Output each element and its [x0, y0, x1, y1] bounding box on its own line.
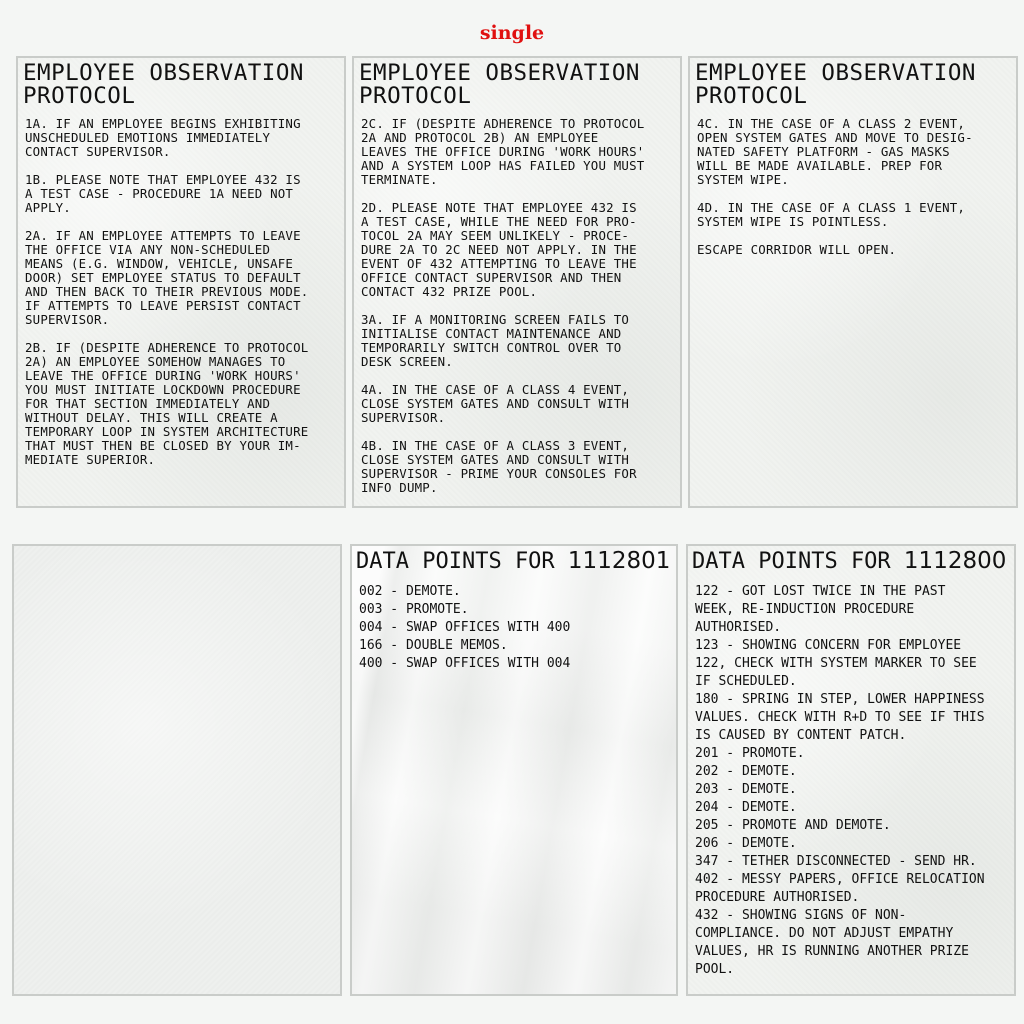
list-item: AUTHORISED. [695, 620, 782, 635]
list-item: IS CAUSED BY CONTENT PATCH. [695, 728, 907, 743]
protocol-body [18, 108, 341, 467]
blank-page [12, 544, 342, 996]
list-item: PROCEDURE AUTHORISED. [695, 890, 860, 905]
protocol-paragraph: 4B. IN THE CASE OF A CLASS 3 EVENT, CLOSE SYSTEM GATES AND CONSULT WITH SUPERVISOR - PRIME YOUR CONSOLES FOR INFO DUMP. [361, 438, 637, 495]
data-list [352, 577, 676, 673]
title-prefix: DATA POINTS FOR [692, 549, 904, 574]
protocol-page-3 [688, 56, 1018, 508]
protocol-paragraph: 4A. IN THE CASE OF A CLASS 4 EVENT, CLOSE SYSTEM GATES AND CONSULT WITH SUPERVISOR. [361, 382, 630, 425]
protocol-paragraph: 2D. PLEASE NOTE THAT EMPLOYEE 432 IS A TEST CASE, WHILE THE NEED FOR PRO- TOCOL 2A MAY SEEM UNLIKELY - PROCE- DURE 2A TO 2C NEED NOT APPLY. IN THE EVENT OF 432 ATTEMPTING TO LEAVE THE OFFICE CONTACT SUPERVISOR AND THEN CONTACT 432 PRIZE POOL. [361, 200, 637, 299]
record-id: 1112800 [903, 548, 1007, 574]
list-item: 201 - PROMOTE. [695, 746, 805, 761]
list-item: 123 - SHOWING CONCERN FOR EMPLOYEE [695, 638, 962, 653]
list-item: WEEK, RE-INDUCTION PROCEDURE [695, 602, 915, 617]
list-item: 180 - SPRING IN STEP, LOWER HAPPINESS [695, 692, 985, 707]
list-item: 122 - GOT LOST TWICE IN THE PAST [695, 584, 946, 599]
list-item: 206 - DEMOTE. [695, 836, 797, 851]
protocol-paragraph: 2C. IF (DESPITE ADHERENCE TO PROTOCOL 2A AND PROTOCOL 2B) AN EMPLOYEE LEAVES THE OFFICE DURING 'WORK HOURS' AND A SYSTEM LOOP HAS FAILED YOU MUST TERMINATE. [361, 116, 645, 187]
protocol-paragraph: 2A. IF AN EMPLOYEE ATTEMPTS TO LEAVE THE OFFICE VIA ANY NON-SCHEDULED MEANS (E.G. WINDOW, VEHICLE, UNSAFE DOOR) SET EMPLOYEE STATUS TO DEFAULT AND THEN BACK TO THEIR PREVIOUS MODE. IF ATTEMPTS TO LEAVE PERSIST CONTACT SUPERVISOR. [25, 228, 309, 327]
page-title: EMPLOYEE OBSERVATION PROTOCOL [359, 60, 640, 109]
protocol-body [690, 108, 1013, 257]
protocol-paragraph: 4D. IN THE CASE OF A CLASS 1 EVENT, SYSTEM WIPE IS POINTLESS. [697, 200, 966, 229]
list-item: 122, CHECK WITH SYSTEM MARKER TO SEE [695, 656, 977, 671]
list-item: 347 - TETHER DISCONNECTED - SEND HR. [695, 854, 977, 869]
record-id: 1112801 [567, 548, 671, 574]
list-item: 004 - SWAP OFFICES WITH 400 [359, 620, 571, 635]
page-title: EMPLOYEE OBSERVATION PROTOCOL [23, 60, 304, 109]
image-caption: single [479, 22, 545, 44]
page-title: EMPLOYEE OBSERVATION PROTOCOL [695, 60, 976, 109]
data-list [688, 577, 1014, 979]
protocol-page-2 [352, 56, 682, 508]
protocol-paragraph: 1B. PLEASE NOTE THAT EMPLOYEE 432 IS A TEST CASE - PROCEDURE 1A NEED NOT APPLY. [25, 172, 301, 215]
list-item: VALUES. CHECK WITH R+D TO SEE IF THIS [695, 710, 985, 725]
protocol-paragraph: 4C. IN THE CASE OF A CLASS 2 EVENT, OPEN SYSTEM GATES AND MOVE TO DESIG- NATED SAFETY PLATFORM - GAS MASKS WILL BE MADE AVAILABLE. PREP FOR SYSTEM WIPE. [697, 116, 973, 187]
protocol-page-1 [16, 56, 346, 508]
protocol-paragraph: ESCAPE CORRIDOR WILL OPEN. [697, 242, 897, 257]
list-item: 203 - DEMOTE. [695, 782, 797, 797]
list-item: 003 - PROMOTE. [359, 602, 469, 617]
protocol-paragraph: 3A. IF A MONITORING SCREEN FAILS TO INITIALISE CONTACT MAINTENANCE AND TEMPORARILY SWITCH CONTROL OVER TO DESK SCREEN. [361, 312, 630, 369]
page-title [688, 546, 1014, 577]
list-item: 402 - MESSY PAPERS, OFFICE RELOCATION [695, 872, 985, 887]
list-item: 002 - DEMOTE. [359, 584, 461, 599]
data-points-page-2 [686, 544, 1016, 996]
list-item: VALUES, HR IS RUNNING ANOTHER PRIZE [695, 944, 969, 959]
data-points-page-1 [350, 544, 678, 996]
list-item: 432 - SHOWING SIGNS OF NON- [695, 908, 907, 923]
list-item: 400 - SWAP OFFICES WITH 004 [359, 656, 571, 671]
list-item: 205 - PROMOTE AND DEMOTE. [695, 818, 891, 833]
list-item: 166 - DOUBLE MEMOS. [359, 638, 508, 653]
protocol-body [354, 108, 677, 495]
list-item: IF SCHEDULED. [695, 674, 797, 689]
list-item: 204 - DEMOTE. [695, 800, 797, 815]
protocol-paragraph: 2B. IF (DESPITE ADHERENCE TO PROTOCOL 2A) AN EMPLOYEE SOMEHOW MANAGES TO LEAVE THE OFFICE DURING 'WORK HOURS' YOU MUST INITIATE LOCKDOWN PROCEDURE FOR THAT SECTION IMMEDIATELY AND WITHOUT DELAY. THIS WILL CREATE A TEMPORARY LOOP IN SYSTEM ARCHITECTURE THAT MUST THEN BE CLOSED BY YOUR IM- MEDIATE SUPERIOR. [25, 340, 309, 467]
list-item: POOL. [695, 962, 735, 977]
page-title [352, 546, 676, 577]
title-prefix: DATA POINTS FOR [356, 549, 568, 574]
list-item: 202 - DEMOTE. [695, 764, 797, 779]
list-item: COMPLIANCE. DO NOT ADJUST EMPATHY [695, 926, 954, 941]
protocol-paragraph: 1A. IF AN EMPLOYEE BEGINS EXHIBITING UNSCHEDULED EMOTIONS IMMEDIATELY CONTACT SUPERVISOR. [25, 116, 301, 159]
